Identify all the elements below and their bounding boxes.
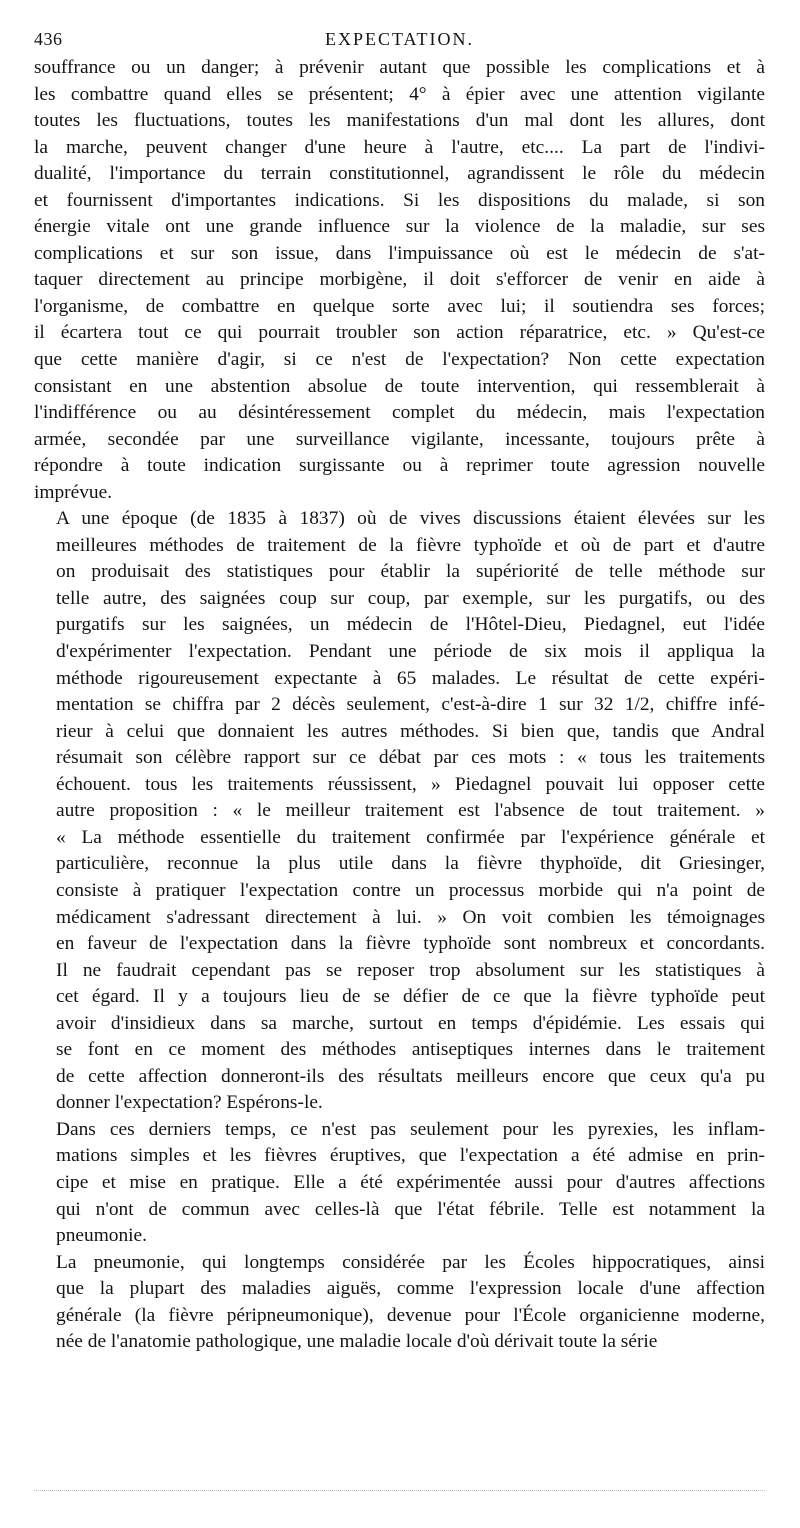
text-line: de cette affection donneront-ils des résultats meilleurs encore que ceux qu'a pu — [56, 1065, 765, 1087]
text-line: générale (la fièvre péripneumonique), devenue pour l'École organicienne moderne, — [56, 1304, 765, 1326]
text-line: imprévue. — [34, 481, 113, 503]
text-line: Dans ces derniers temps, ce n'est pas seulement pour les pyrexies, les inflam- — [56, 1118, 765, 1140]
body-text — [34, 55, 765, 1356]
text-line: souffrance ou un danger; à prévenir autant que possible les complications et à — [34, 57, 765, 78]
paragraph — [34, 1250, 765, 1356]
text-line: toutes les fluctuations, toutes les manifestations d'un mal dont les allures, dont — [34, 110, 765, 132]
text-line: l'organisme, de combattre en quelque sorte avec lui; il soutiendra ses forces; — [34, 295, 765, 317]
text-line: mentation se chiffra par 2 décès seulement, c'est-à-dire 1 sur 32 1/2, chiffre infé- — [56, 694, 765, 716]
text-line: méthode rigoureusement expectante à 65 malades. Le résultat de cette expéri- — [56, 667, 765, 689]
text-line: que cette manière d'agir, si ce n'est de l'expectation? Non cette expectation — [34, 349, 765, 371]
text-line: rieur à celui que donnaient les autres méthodes. Si bien que, tandis que Andral — [56, 720, 765, 742]
text-line: avoir d'insidieux dans sa marche, surtout en temps d'épidémie. Les essais qui — [56, 1012, 765, 1034]
text-line: on produisait des statistiques pour établir la supériorité de telle méthode sur — [56, 561, 765, 583]
text-line: se font en ce moment des méthodes antiseptiques internes dans le traitement — [56, 1039, 765, 1061]
text-line: il écartera tout ce qui pourrait troubler son action réparatrice, etc. » Qu'est-ce — [34, 322, 765, 344]
footer-rule — [34, 1490, 765, 1491]
paragraph — [34, 1117, 765, 1250]
text-line: armée, secondée par une surveillance vigilante, incessante, toujours prête à — [34, 428, 765, 450]
text-line: particulière, reconnue la plus utile dans la fièvre thyphoïde, dit Griesinger, — [56, 853, 765, 875]
text-line: Il ne faudrait cependant pas se reposer trop absolument sur les statistiques à — [56, 959, 765, 981]
text-line: La pneumonie, qui longtemps considérée par les Écoles hippocratiques, ainsi — [56, 1251, 765, 1273]
text-line: « La méthode essentielle du traitement confirmée par l'expérience générale et — [56, 826, 765, 848]
text-line: qui n'ont de commun avec celles-là que l'état fébrile. Telle est notamment la — [56, 1198, 765, 1220]
text-line: telle autre, des saignées coup sur coup, par exemple, sur les purgatifs, ou des — [56, 587, 765, 609]
text-line: d'expérimenter l'expectation. Pendant une période de six mois il appliqua la — [56, 641, 765, 663]
text-line: complications et sur son issue, dans l'impuissance où est le médecin de s'at- — [34, 242, 765, 264]
page — [34, 26, 765, 1356]
text-line: la marche, peuvent changer d'une heure à l'autre, etc.... La part de l'indivi- — [34, 136, 765, 158]
text-line: mations simples et les fièvres éruptives, que l'expectation a été admise en prin- — [56, 1145, 765, 1167]
text-line: médicament s'adressant directement à lui. » On voit combien les témoignages — [56, 906, 765, 928]
text-line: taquer directement au principe morbigène, il doit s'efforcer de venir en aide à — [34, 269, 765, 291]
paragraph — [34, 506, 765, 1117]
text-line: dualité, l'importance du terrain constitutionnel, agrandissent le rôle du médecin — [34, 163, 765, 185]
page-number: 436 — [34, 29, 63, 49]
text-line: répondre à toute indication surgissante ou à reprimer toute agression nouvelle — [34, 455, 765, 477]
text-line: échouent. tous les traitements réussissent, » Piedagnel pouvait lui opposer cette — [56, 773, 765, 795]
text-line: en faveur de l'expectation dans la fièvre typhoïde sont nombreux et concordants. — [56, 933, 765, 955]
running-head: EXPECTATION. — [324, 29, 475, 49]
text-line: née de l'anatomie pathologique, une maladie locale d'où dérivait toute la série — [56, 1331, 658, 1353]
text-line: A une époque (de 1835 à 1837) où de vives discussions étaient élevées sur les — [56, 508, 765, 530]
text-line: résumait son célèbre rapport sur ce débat par ces mots : « tous les traitements — [56, 747, 765, 769]
paragraph — [34, 55, 765, 506]
text-line: et fournissent d'importantes indications. Si les dispositions du malade, si son — [34, 189, 765, 211]
text-line: consistant en une abstention absolue de toute intervention, qui ressemblerait à — [34, 375, 765, 397]
text-line: que la plupart des maladies aiguës, comme l'expression locale d'une affection — [56, 1278, 765, 1300]
page-header — [34, 26, 765, 52]
text-line: pneumonie. — [56, 1225, 148, 1247]
text-line: donner l'expectation? Espérons-le. — [56, 1092, 323, 1114]
text-line: énergie vitale ont une grande influence sur la violence de la maladie, sur ses — [34, 216, 765, 238]
text-line: cipe et mise en pratique. Elle a été expérimentée aussi pour d'autres affections — [56, 1171, 765, 1193]
text-line: les combattre quand elles se présentent; 4° à épier avec une attention vigilante — [34, 83, 765, 105]
text-line: autre proposition : « le meilleur traitement est l'absence de tout traitement. » — [56, 800, 765, 822]
text-line: meilleures méthodes de traitement de la fièvre typhoïde et où de part et d'autre — [56, 534, 765, 556]
text-line: cet égard. Il y a toujours lieu de se défier de ce que la fièvre typhoïde peut — [56, 986, 765, 1008]
text-line: consiste à pratiquer l'expectation contre un processus morbide qui n'a point de — [56, 879, 765, 901]
text-line: purgatifs sur les saignées, un médecin de l'Hôtel-Dieu, Piedagnel, eut l'idée — [56, 614, 765, 636]
text-line: l'indifférence ou au désintéressement complet du médecin, mais l'expectation — [34, 402, 765, 424]
